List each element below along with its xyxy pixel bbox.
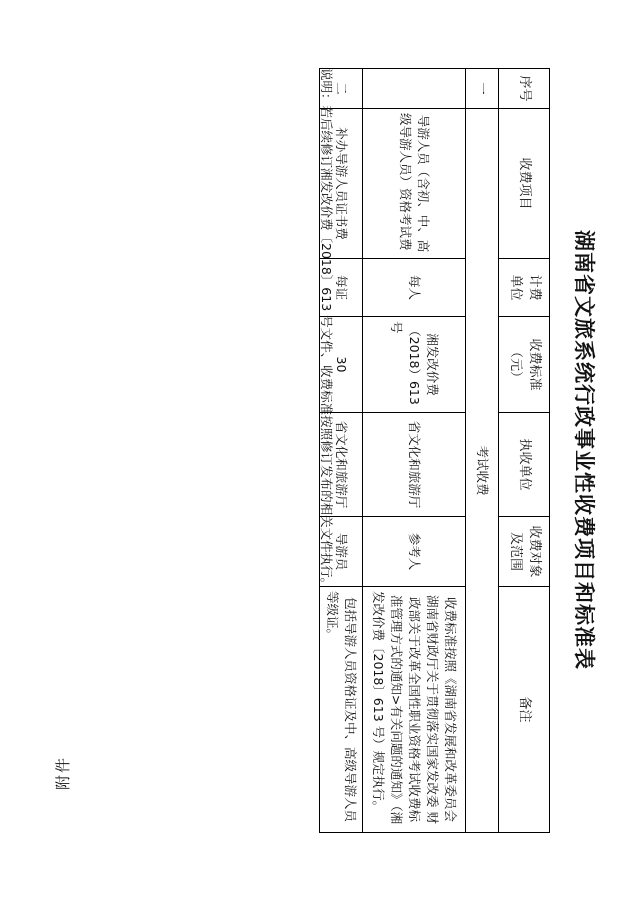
- table-footnote: 说明：若后续修订湘发改价费〔2018〕613 号文件、收费标准按照修订发布的相关文件执行。: [319, 68, 334, 591]
- page-title: 湖南省文旅系统行政事业性收费项目和标准表: [572, 230, 596, 670]
- header-standard: [499, 317, 550, 413]
- attachment-label: 附件: [54, 755, 72, 790]
- header-standard-line1: 收费标准: [526, 338, 542, 391]
- header-unit: [499, 259, 550, 317]
- header-no: 序号: [499, 69, 550, 109]
- cell-unit: 每证: [319, 259, 362, 317]
- header-object-line2: 及范围: [508, 531, 523, 571]
- cell-no: 二: [319, 69, 362, 109]
- table-row: [363, 69, 466, 833]
- cell-object: 导游员: [319, 517, 362, 587]
- cell-note: 收费标准按照《湖南省发展和改革委员会 湖南省财政厅关于贯彻落实国家发改委 财政部关于改革全国性职业资格考试收费标准管理方式的通知>有关问题的通知》（湘发改价费〔2018〕613 号）规定执行。: [363, 587, 466, 833]
- cell-org: 省文化和旅游厅: [363, 413, 466, 517]
- header-unit-line1: 计费: [526, 274, 542, 301]
- header-org: 执收单位: [499, 413, 550, 517]
- header-standard-line2: （元）: [508, 344, 523, 384]
- cell-unit: 每人: [363, 259, 466, 317]
- header-unit-line2: 单位: [508, 274, 523, 301]
- header-object-line1: 收费对象: [526, 525, 542, 578]
- header-object: [499, 517, 550, 587]
- cell-note: 包括导游人员资格证及中、高级导游人员等级证。: [319, 587, 362, 833]
- section-label: 考试收费: [466, 109, 499, 833]
- cell-item: 补办导游人员证书费: [319, 109, 362, 259]
- table-section-row: [466, 69, 499, 833]
- fee-standard-table: [319, 68, 550, 833]
- cell-org: 省文化和旅游厅: [319, 413, 362, 517]
- cell-standard: 30: [319, 317, 362, 413]
- header-item: 收费项目: [499, 109, 550, 259]
- cell-object: 参考人: [363, 517, 466, 587]
- cell-item: 导游人员（含初、中、高级导游人员）资格考试费: [363, 109, 466, 259]
- cell-standard: 湘发改价费（2018）613 号: [363, 317, 466, 413]
- table-header-row: [499, 69, 550, 833]
- section-no: 一: [466, 69, 499, 109]
- cell-no: [363, 69, 466, 109]
- header-note: 备注: [499, 587, 550, 833]
